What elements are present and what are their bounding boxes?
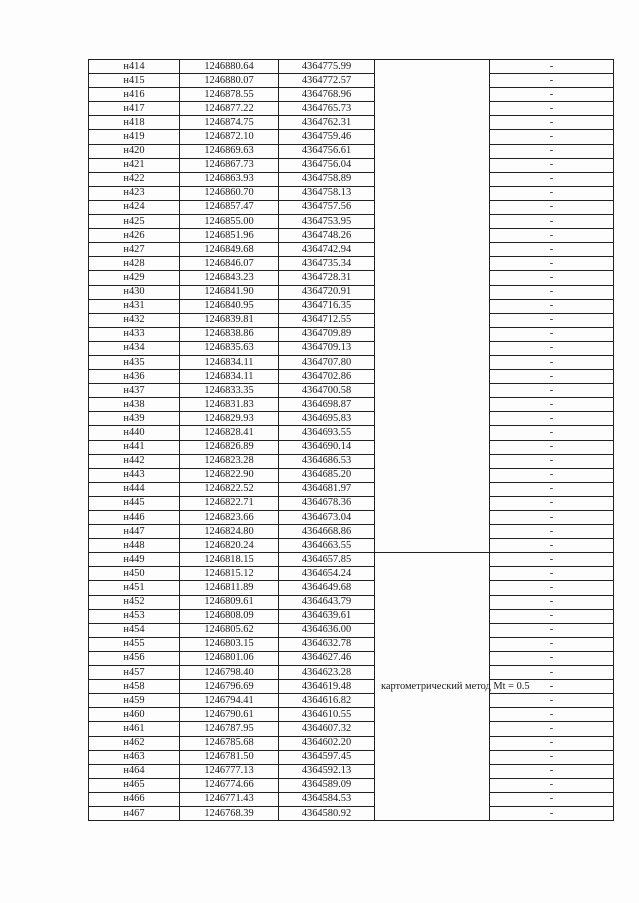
dash-cell: - — [490, 271, 614, 285]
dash-cell: - — [490, 651, 614, 665]
table-row — [89, 285, 614, 299]
point-number-cell: н467 — [89, 806, 180, 820]
table-row — [89, 694, 614, 708]
dash-cell: - — [490, 88, 614, 102]
y-coordinate-cell: 4364693.55 — [279, 426, 375, 440]
y-coordinate-cell: 4364654.24 — [279, 567, 375, 581]
dash-cell: - — [490, 299, 614, 313]
table-row — [89, 623, 614, 637]
x-coordinate-cell: 1246880.64 — [180, 60, 279, 74]
point-number-cell: н414 — [89, 60, 180, 74]
x-coordinate-cell: 1246805.62 — [180, 623, 279, 637]
x-coordinate-cell: 1246787.95 — [180, 722, 279, 736]
table-row — [89, 355, 614, 369]
y-coordinate-cell: 4364592.13 — [279, 764, 375, 778]
x-coordinate-cell: 1246851.96 — [180, 229, 279, 243]
y-coordinate-cell: 4364686.53 — [279, 454, 375, 468]
y-coordinate-cell: 4364707.80 — [279, 355, 375, 369]
x-coordinate-cell: 1246869.63 — [180, 144, 279, 158]
x-coordinate-cell: 1246840.95 — [180, 299, 279, 313]
table-row — [89, 680, 614, 694]
y-coordinate-cell: 4364698.87 — [279, 398, 375, 412]
table-row — [89, 144, 614, 158]
y-coordinate-cell: 4364757.56 — [279, 200, 375, 214]
table-row — [89, 370, 614, 384]
y-coordinate-cell: 4364720.91 — [279, 285, 375, 299]
x-coordinate-cell: 1246781.50 — [180, 750, 279, 764]
x-coordinate-cell: 1246823.28 — [180, 454, 279, 468]
point-number-cell: н451 — [89, 581, 180, 595]
point-number-cell: н442 — [89, 454, 180, 468]
dash-cell: - — [490, 581, 614, 595]
y-coordinate-cell: 4364753.95 — [279, 215, 375, 229]
x-coordinate-cell: 1246846.07 — [180, 257, 279, 271]
table-row — [89, 426, 614, 440]
dash-cell: - — [490, 680, 614, 694]
dash-cell: - — [490, 158, 614, 172]
y-coordinate-cell: 4364584.53 — [279, 792, 375, 806]
y-coordinate-cell: 4364712.55 — [279, 313, 375, 327]
y-coordinate-cell: 4364643.79 — [279, 595, 375, 609]
table-row — [89, 482, 614, 496]
method-cell-empty — [375, 60, 490, 553]
y-coordinate-cell: 4364695.83 — [279, 412, 375, 426]
point-number-cell: н440 — [89, 426, 180, 440]
point-number-cell: н427 — [89, 243, 180, 257]
dash-cell: - — [490, 525, 614, 539]
table-row — [89, 609, 614, 623]
x-coordinate-cell: 1246838.86 — [180, 327, 279, 341]
y-coordinate-cell: 4364616.82 — [279, 694, 375, 708]
dash-cell: - — [490, 623, 614, 637]
x-coordinate-cell: 1246771.43 — [180, 792, 279, 806]
dash-cell: - — [490, 468, 614, 482]
table-row — [89, 567, 614, 581]
table-row — [89, 327, 614, 341]
dash-cell: - — [490, 722, 614, 736]
point-number-cell: н464 — [89, 764, 180, 778]
table-row — [89, 186, 614, 200]
dash-cell: - — [490, 553, 614, 567]
table-row — [89, 102, 614, 116]
table-row — [89, 708, 614, 722]
dash-cell: - — [490, 637, 614, 651]
x-coordinate-cell: 1246790.61 — [180, 708, 279, 722]
table-row — [89, 595, 614, 609]
table-row — [89, 778, 614, 792]
dash-cell: - — [490, 370, 614, 384]
point-number-cell: н443 — [89, 468, 180, 482]
table-row — [89, 229, 614, 243]
y-coordinate-cell: 4364685.20 — [279, 468, 375, 482]
dash-cell: - — [490, 144, 614, 158]
table-row — [89, 722, 614, 736]
point-number-cell: н461 — [89, 722, 180, 736]
point-number-cell: н420 — [89, 144, 180, 158]
point-number-cell: н466 — [89, 792, 180, 806]
point-number-cell: н428 — [89, 257, 180, 271]
table-row — [89, 666, 614, 680]
point-number-cell: н441 — [89, 440, 180, 454]
dash-cell: - — [490, 694, 614, 708]
dash-cell: - — [490, 750, 614, 764]
x-coordinate-cell: 1246828.41 — [180, 426, 279, 440]
x-coordinate-cell: 1246815.12 — [180, 567, 279, 581]
dash-cell: - — [490, 60, 614, 74]
y-coordinate-cell: 4364690.14 — [279, 440, 375, 454]
point-number-cell: н432 — [89, 313, 180, 327]
dash-cell: - — [490, 567, 614, 581]
table-row — [89, 130, 614, 144]
point-number-cell: н465 — [89, 778, 180, 792]
point-number-cell: н446 — [89, 511, 180, 525]
dash-cell: - — [490, 229, 614, 243]
y-coordinate-cell: 4364589.09 — [279, 778, 375, 792]
table-row — [89, 651, 614, 665]
table-row — [89, 637, 614, 651]
point-number-cell: н423 — [89, 186, 180, 200]
dash-cell: - — [490, 764, 614, 778]
dash-cell: - — [490, 595, 614, 609]
dash-cell: - — [490, 130, 614, 144]
table-row — [89, 172, 614, 186]
x-coordinate-cell: 1246824.80 — [180, 525, 279, 539]
y-coordinate-cell: 4364758.89 — [279, 172, 375, 186]
x-coordinate-cell: 1246823.66 — [180, 511, 279, 525]
point-number-cell: н453 — [89, 609, 180, 623]
x-coordinate-cell: 1246803.15 — [180, 637, 279, 651]
x-coordinate-cell: 1246878.55 — [180, 88, 279, 102]
point-number-cell: н439 — [89, 412, 180, 426]
table-row — [89, 243, 614, 257]
x-coordinate-cell: 1246834.11 — [180, 370, 279, 384]
x-coordinate-cell: 1246843.23 — [180, 271, 279, 285]
point-number-cell: н444 — [89, 482, 180, 496]
dash-cell: - — [490, 327, 614, 341]
y-coordinate-cell: 4364772.57 — [279, 74, 375, 88]
point-number-cell: н452 — [89, 595, 180, 609]
y-coordinate-cell: 4364632.78 — [279, 637, 375, 651]
table-row — [89, 750, 614, 764]
dash-cell: - — [490, 666, 614, 680]
y-coordinate-cell: 4364709.13 — [279, 341, 375, 355]
dash-cell: - — [490, 285, 614, 299]
point-number-cell: н450 — [89, 567, 180, 581]
table-row — [89, 384, 614, 398]
point-number-cell: н419 — [89, 130, 180, 144]
table-row — [89, 398, 614, 412]
point-number-cell: н462 — [89, 736, 180, 750]
dash-cell: - — [490, 257, 614, 271]
y-coordinate-cell: 4364610.55 — [279, 708, 375, 722]
y-coordinate-cell: 4364709.89 — [279, 327, 375, 341]
point-number-cell: н459 — [89, 694, 180, 708]
table-row — [89, 271, 614, 285]
dash-cell: - — [490, 215, 614, 229]
table-row — [89, 88, 614, 102]
point-number-cell: н458 — [89, 680, 180, 694]
y-coordinate-cell: 4364700.58 — [279, 384, 375, 398]
x-coordinate-cell: 1246849.68 — [180, 243, 279, 257]
y-coordinate-cell: 4364597.45 — [279, 750, 375, 764]
point-number-cell: н456 — [89, 651, 180, 665]
x-coordinate-cell: 1246826.89 — [180, 440, 279, 454]
y-coordinate-cell: 4364759.46 — [279, 130, 375, 144]
x-coordinate-cell: 1246880.07 — [180, 74, 279, 88]
point-number-cell: н430 — [89, 285, 180, 299]
y-coordinate-cell: 4364775.99 — [279, 60, 375, 74]
point-number-cell: н418 — [89, 116, 180, 130]
y-coordinate-cell: 4364607.32 — [279, 722, 375, 736]
point-number-cell: н417 — [89, 102, 180, 116]
table-row — [89, 496, 614, 510]
x-coordinate-cell: 1246874.75 — [180, 116, 279, 130]
y-coordinate-cell: 4364748.26 — [279, 229, 375, 243]
point-number-cell: н457 — [89, 666, 180, 680]
y-coordinate-cell: 4364728.31 — [279, 271, 375, 285]
y-coordinate-cell: 4364619.48 — [279, 680, 375, 694]
point-number-cell: н422 — [89, 172, 180, 186]
y-coordinate-cell: 4364649.68 — [279, 581, 375, 595]
table-row — [89, 60, 614, 74]
point-number-cell: н447 — [89, 525, 180, 539]
point-number-cell: н437 — [89, 384, 180, 398]
point-number-cell: н424 — [89, 200, 180, 214]
point-number-cell: н421 — [89, 158, 180, 172]
x-coordinate-cell: 1246867.73 — [180, 158, 279, 172]
y-coordinate-cell: 4364742.94 — [279, 243, 375, 257]
dash-cell: - — [490, 355, 614, 369]
x-coordinate-cell: 1246809.61 — [180, 595, 279, 609]
dash-cell: - — [490, 412, 614, 426]
table-row — [89, 553, 614, 567]
x-coordinate-cell: 1246777.13 — [180, 764, 279, 778]
x-coordinate-cell: 1246768.39 — [180, 806, 279, 820]
table-row — [89, 792, 614, 806]
dash-cell: - — [490, 736, 614, 750]
point-number-cell: н429 — [89, 271, 180, 285]
x-coordinate-cell: 1246855.00 — [180, 215, 279, 229]
table-row — [89, 341, 614, 355]
x-coordinate-cell: 1246796.69 — [180, 680, 279, 694]
y-coordinate-cell: 4364663.55 — [279, 539, 375, 553]
y-coordinate-cell: 4364716.35 — [279, 299, 375, 313]
table-row — [89, 581, 614, 595]
point-number-cell: н426 — [89, 229, 180, 243]
dash-cell: - — [490, 172, 614, 186]
table-row — [89, 454, 614, 468]
y-coordinate-cell: 4364735.34 — [279, 257, 375, 271]
x-coordinate-cell: 1246839.81 — [180, 313, 279, 327]
point-number-cell: н434 — [89, 341, 180, 355]
point-number-cell: н455 — [89, 637, 180, 651]
dash-cell: - — [490, 496, 614, 510]
point-number-cell: н415 — [89, 74, 180, 88]
point-number-cell: н463 — [89, 750, 180, 764]
y-coordinate-cell: 4364580.92 — [279, 806, 375, 820]
table-row — [89, 257, 614, 271]
x-coordinate-cell: 1246834.11 — [180, 355, 279, 369]
table-row — [89, 200, 614, 214]
point-number-cell: н445 — [89, 496, 180, 510]
point-number-cell: н436 — [89, 370, 180, 384]
x-coordinate-cell: 1246835.63 — [180, 341, 279, 355]
method-text: картометрический метод Mt = 0.5 — [381, 680, 530, 692]
table-row — [89, 511, 614, 525]
x-coordinate-cell: 1246820.24 — [180, 539, 279, 553]
x-coordinate-cell: 1246857.47 — [180, 200, 279, 214]
x-coordinate-cell: 1246860.70 — [180, 186, 279, 200]
y-coordinate-cell: 4364681.97 — [279, 482, 375, 496]
dash-cell: - — [490, 792, 614, 806]
dash-cell: - — [490, 243, 614, 257]
x-coordinate-cell: 1246818.15 — [180, 553, 279, 567]
table-row — [89, 806, 614, 820]
y-coordinate-cell: 4364636.00 — [279, 623, 375, 637]
x-coordinate-cell: 1246801.06 — [180, 651, 279, 665]
y-coordinate-cell: 4364623.28 — [279, 666, 375, 680]
point-number-cell: н435 — [89, 355, 180, 369]
table-row — [89, 764, 614, 778]
y-coordinate-cell: 4364762.31 — [279, 116, 375, 130]
point-number-cell: н416 — [89, 88, 180, 102]
dash-cell: - — [490, 313, 614, 327]
table-row — [89, 412, 614, 426]
x-coordinate-cell: 1246822.90 — [180, 468, 279, 482]
point-number-cell: н431 — [89, 299, 180, 313]
y-coordinate-cell: 4364639.61 — [279, 609, 375, 623]
table-row — [89, 468, 614, 482]
dash-cell: - — [490, 341, 614, 355]
dash-cell: - — [490, 426, 614, 440]
dash-cell: - — [490, 539, 614, 553]
point-number-cell: н433 — [89, 327, 180, 341]
dash-cell: - — [490, 398, 614, 412]
dash-cell: - — [490, 440, 614, 454]
y-coordinate-cell: 4364602.20 — [279, 736, 375, 750]
y-coordinate-cell: 4364702.86 — [279, 370, 375, 384]
x-coordinate-cell: 1246829.93 — [180, 412, 279, 426]
x-coordinate-cell: 1246877.22 — [180, 102, 279, 116]
x-coordinate-cell: 1246822.52 — [180, 482, 279, 496]
point-number-cell: н454 — [89, 623, 180, 637]
y-coordinate-cell: 4364673.04 — [279, 511, 375, 525]
table-row — [89, 116, 614, 130]
y-coordinate-cell: 4364756.61 — [279, 144, 375, 158]
x-coordinate-cell: 1246808.09 — [180, 609, 279, 623]
point-number-cell: н448 — [89, 539, 180, 553]
table-row — [89, 525, 614, 539]
x-coordinate-cell: 1246822.71 — [180, 496, 279, 510]
table-row — [89, 299, 614, 313]
x-coordinate-cell: 1246863.93 — [180, 172, 279, 186]
dash-cell: - — [490, 482, 614, 496]
dash-cell: - — [490, 806, 614, 820]
x-coordinate-cell: 1246831.83 — [180, 398, 279, 412]
point-number-cell: н438 — [89, 398, 180, 412]
dash-cell: - — [490, 102, 614, 116]
dash-cell: - — [490, 708, 614, 722]
x-coordinate-cell: 1246811.89 — [180, 581, 279, 595]
y-coordinate-cell: 4364756.04 — [279, 158, 375, 172]
table-row — [89, 215, 614, 229]
dash-cell: - — [490, 454, 614, 468]
y-coordinate-cell: 4364758.13 — [279, 186, 375, 200]
point-number-cell: н449 — [89, 553, 180, 567]
table-row — [89, 158, 614, 172]
x-coordinate-cell: 1246785.68 — [180, 736, 279, 750]
x-coordinate-cell: 1246794.41 — [180, 694, 279, 708]
dash-cell: - — [490, 116, 614, 130]
y-coordinate-cell: 4364678.36 — [279, 496, 375, 510]
dash-cell: - — [490, 200, 614, 214]
x-coordinate-cell: 1246833.35 — [180, 384, 279, 398]
method-cell — [375, 553, 530, 821]
x-coordinate-cell: 1246798.40 — [180, 666, 279, 680]
point-number-cell: н460 — [89, 708, 180, 722]
dash-cell: - — [490, 74, 614, 88]
coordinates-table — [88, 59, 614, 821]
dash-cell: - — [490, 511, 614, 525]
y-coordinate-cell: 4364627.46 — [279, 651, 375, 665]
y-coordinate-cell: 4364668.86 — [279, 525, 375, 539]
dash-cell: - — [490, 609, 614, 623]
x-coordinate-cell: 1246841.90 — [180, 285, 279, 299]
y-coordinate-cell: 4364765.73 — [279, 102, 375, 116]
x-coordinate-cell: 1246774.66 — [180, 778, 279, 792]
coordinates-table-body — [89, 60, 614, 821]
table-row — [89, 313, 614, 327]
x-coordinate-cell: 1246872.10 — [180, 130, 279, 144]
table-row — [89, 440, 614, 454]
point-number-cell: н425 — [89, 215, 180, 229]
dash-cell: - — [490, 384, 614, 398]
table-row — [89, 74, 614, 88]
dash-cell: - — [490, 186, 614, 200]
y-coordinate-cell: 4364657.85 — [279, 553, 375, 567]
dash-cell: - — [490, 778, 614, 792]
table-row — [89, 736, 614, 750]
y-coordinate-cell: 4364768.96 — [279, 88, 375, 102]
table-row — [89, 539, 614, 553]
